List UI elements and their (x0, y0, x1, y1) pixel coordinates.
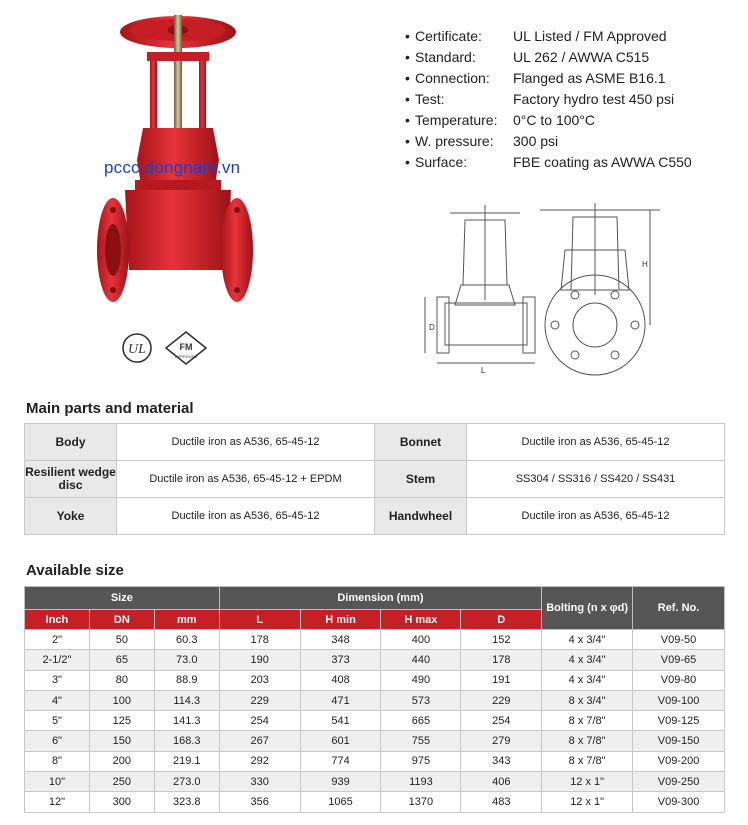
table-cell: 343 (461, 751, 542, 771)
table-cell: 273.0 (154, 772, 219, 792)
table-cell: 12 x 1" (542, 792, 633, 812)
fm-approved-logo-icon (166, 332, 206, 364)
table-cell: 8 x 3/4" (542, 690, 633, 710)
table-cell: 50 (89, 630, 154, 650)
table-cell: 3" (25, 670, 90, 690)
subheader: mm (154, 610, 219, 630)
table-cell: 541 (300, 711, 381, 731)
spec-key: Surface: (415, 154, 468, 170)
table-row (25, 690, 725, 710)
table-cell: 8 x 7/8" (542, 711, 633, 731)
table-cell: 178 (219, 630, 300, 650)
table-cell: 80 (89, 670, 154, 690)
parts-table (24, 423, 725, 535)
header-size: Size (25, 587, 220, 610)
spec-row: • Connection: Flanged as ASME B16.1 (405, 68, 735, 89)
table-cell: 73.0 (154, 650, 219, 670)
table-cell: V09-125 (633, 711, 725, 731)
table-cell: 4" (25, 690, 90, 710)
table-cell: 774 (300, 751, 381, 771)
table-cell: 2-1/2" (25, 650, 90, 670)
table-cell: 4 x 3/4" (542, 630, 633, 650)
subheader: D (461, 610, 542, 630)
header-dimension: Dimension (mm) (219, 587, 541, 610)
spec-value: UL 262 / AWWA C515 (513, 49, 650, 65)
table-row (25, 630, 725, 650)
table-cell: 330 (219, 772, 300, 792)
table-cell: 254 (461, 711, 542, 731)
table-cell: 5" (25, 711, 90, 731)
table-cell: 1193 (381, 772, 461, 792)
subheader: H max (381, 610, 461, 630)
table-cell: V09-50 (633, 630, 725, 650)
table-row (25, 731, 725, 751)
part-name: Handwheel (375, 498, 467, 535)
table-cell: 254 (219, 711, 300, 731)
table-cell: 408 (300, 670, 381, 690)
subheader: H min (300, 610, 381, 630)
table-cell: 141.3 (154, 711, 219, 731)
subheader: DN (89, 610, 154, 630)
table-cell: 356 (219, 792, 300, 812)
table-row (25, 751, 725, 771)
spec-value: Factory hydro test 450 psi (513, 91, 675, 107)
header-bolting: Bolting (n x φd) (542, 587, 633, 630)
table-cell: V09-65 (633, 650, 725, 670)
table-cell: 4 x 3/4" (542, 650, 633, 670)
part-name: Body (25, 424, 117, 461)
table-cell: 267 (219, 731, 300, 751)
ul-logo-icon (123, 334, 151, 362)
table-cell: 8" (25, 751, 90, 771)
part-material: SS304 / SS316 / SS420 / SS431 (467, 461, 725, 498)
table-cell: 6" (25, 731, 90, 751)
table-cell: V09-200 (633, 751, 725, 771)
spec-key: Connection: (415, 70, 490, 86)
technical-drawing (415, 195, 745, 380)
table-cell: 665 (381, 711, 461, 731)
table-cell: 168.3 (154, 731, 219, 751)
table-cell: 2" (25, 630, 90, 650)
spec-row: • Certificate: UL Listed / FM Approved (405, 26, 735, 47)
table-cell: 65 (89, 650, 154, 670)
spec-row: • Test: Factory hydro test 450 psi (405, 89, 735, 110)
fm-badge-text: FM (179, 342, 193, 352)
table-row (25, 424, 725, 461)
part-name: Yoke (25, 498, 117, 535)
table-cell: 4 x 3/4" (542, 670, 633, 690)
table-cell: 483 (461, 792, 542, 812)
table-cell: 12 x 1" (542, 772, 633, 792)
table-cell: 939 (300, 772, 381, 792)
subheader: L (219, 610, 300, 630)
table-cell: 152 (461, 630, 542, 650)
part-material: Ductile iron as A536, 65-45-12 + EPDM (117, 461, 375, 498)
table-cell: 1370 (381, 792, 461, 812)
table-cell: V09-250 (633, 772, 725, 792)
spec-key: Standard: (415, 49, 476, 65)
table-cell: 400 (381, 630, 461, 650)
table-cell: 323.8 (154, 792, 219, 812)
parts-section-title: Main parts and material (26, 400, 194, 417)
part-material: Ductile iron as A536, 65-45-12 (467, 498, 725, 535)
table-cell: 200 (89, 751, 154, 771)
sizes-section-title: Available size (26, 562, 124, 579)
table-cell: 219.1 (154, 751, 219, 771)
spec-value: FBE coating as AWWA C550 (513, 154, 692, 170)
table-cell: 190 (219, 650, 300, 670)
header-ref-no: Ref. No. (633, 587, 725, 630)
spec-key: Temperature: (415, 112, 498, 128)
side-view-drawing (425, 205, 535, 375)
part-name: Bonnet (375, 424, 467, 461)
table-cell: 12" (25, 792, 90, 812)
spec-value: 0°C to 100°C (513, 112, 596, 128)
spec-value: 300 psi (513, 133, 559, 149)
watermark-text: pccc dongnam.vn (104, 158, 241, 177)
front-view-drawing (540, 203, 660, 375)
subheader: Inch (25, 610, 90, 630)
table-row (25, 772, 725, 792)
table-cell: 755 (381, 731, 461, 751)
dim-label-l: L (481, 366, 486, 375)
table-cell: 8 x 7/8" (542, 731, 633, 751)
spec-key: Certificate: (415, 28, 482, 44)
certification-badges (120, 328, 220, 368)
table-cell: 191 (461, 670, 542, 690)
table-cell: 203 (219, 670, 300, 690)
table-row (25, 498, 725, 535)
table-cell: 292 (219, 751, 300, 771)
part-name: Resilient wedge disc (25, 461, 117, 498)
table-cell: V09-300 (633, 792, 725, 812)
table-row (25, 461, 725, 498)
table-cell: 88.9 (154, 670, 219, 690)
table-cell: 178 (461, 650, 542, 670)
table-cell: 471 (300, 690, 381, 710)
spec-key: W. pressure: (415, 133, 494, 149)
dim-label-d: D (429, 323, 435, 332)
spec-row: • Surface: FBE coating as AWWA C550 (405, 152, 735, 173)
table-cell: 406 (461, 772, 542, 792)
table-cell: 10" (25, 772, 90, 792)
part-material: Ductile iron as A536, 65-45-12 (467, 424, 725, 461)
table-cell: 250 (89, 772, 154, 792)
spec-row: • Standard: UL 262 / AWWA C515 (405, 47, 735, 68)
spec-value: Flanged as ASME B16.1 (513, 70, 666, 86)
table-cell: 348 (300, 630, 381, 650)
table-cell: 114.3 (154, 690, 219, 710)
size-table-body (25, 630, 725, 813)
table-cell: V09-100 (633, 690, 725, 710)
table-cell: 100 (89, 690, 154, 710)
table-header-row (25, 587, 725, 610)
table-cell: 300 (89, 792, 154, 812)
table-cell: 1065 (300, 792, 381, 812)
table-row (25, 711, 725, 731)
part-name: Stem (375, 461, 467, 498)
table-cell: 601 (300, 731, 381, 751)
table-cell: 373 (300, 650, 381, 670)
table-cell: 229 (461, 690, 542, 710)
table-cell: 8 x 7/8" (542, 751, 633, 771)
table-cell: V09-80 (633, 670, 725, 690)
dim-label-h: H (642, 260, 648, 269)
ul-badge-text: UL (128, 342, 146, 357)
table-cell: 125 (89, 711, 154, 731)
spec-row: • Temperature: 0°C to 100°C (405, 110, 735, 131)
size-table (24, 586, 725, 813)
spec-list (405, 26, 735, 173)
table-cell: V09-150 (633, 731, 725, 751)
spec-key: Test: (415, 91, 445, 107)
table-cell: 490 (381, 670, 461, 690)
spec-row: • W. pressure: 300 psi (405, 131, 735, 152)
table-cell: 229 (219, 690, 300, 710)
table-cell: 279 (461, 731, 542, 751)
table-row (25, 792, 725, 812)
table-cell: 440 (381, 650, 461, 670)
part-material: Ductile iron as A536, 65-45-12 (117, 498, 375, 535)
spec-value: UL Listed / FM Approved (513, 28, 667, 44)
table-row (25, 650, 725, 670)
table-cell: 975 (381, 751, 461, 771)
table-cell: 150 (89, 731, 154, 751)
table-cell: 573 (381, 690, 461, 710)
table-cell: 60.3 (154, 630, 219, 650)
part-material: Ductile iron as A536, 65-45-12 (117, 424, 375, 461)
table-row (25, 670, 725, 690)
fm-badge-subtext: APPROVED (174, 354, 198, 359)
